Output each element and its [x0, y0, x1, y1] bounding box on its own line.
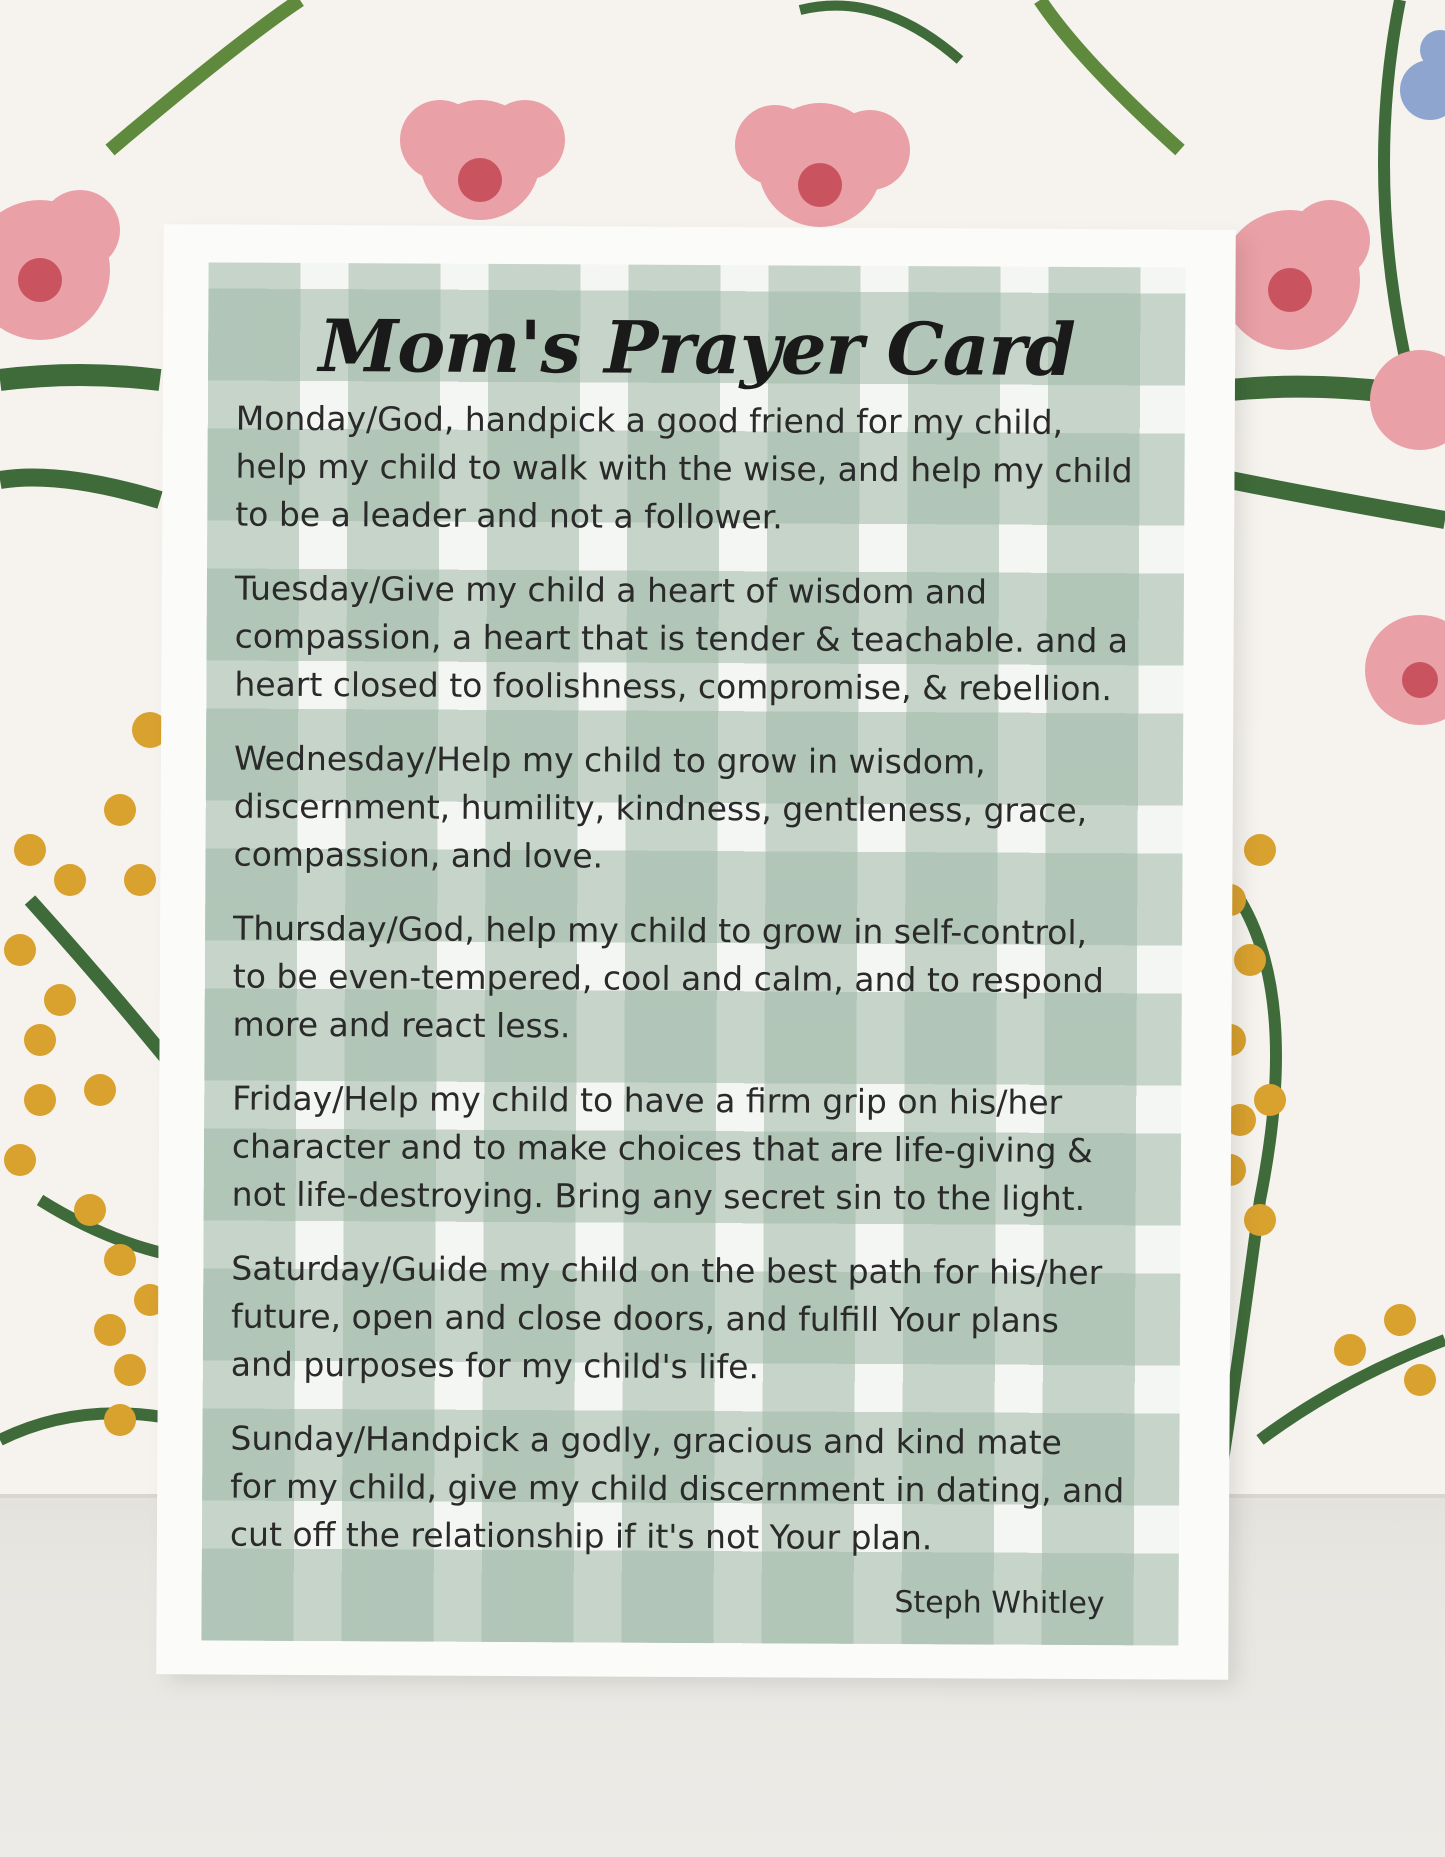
- prayer-wednesday: Wednesday/Help my child to grow in wisdom, discernment, humility, kindness, gentleness, grace, compassion, and love.: [233, 738, 1088, 876]
- prayer-card: [156, 224, 1236, 1680]
- prayer-list: [230, 395, 1166, 1590]
- prayer-tuesday: Tuesday/Give my child a heart of wisdom and compassion, a heart that is tender & teachable. and a heart closed to foolishness, compromise, & rebellion.: [234, 568, 1129, 709]
- prayer-sunday: Sunday/Handpick a godly, gracious and kind mate for my child, give my child discernment in dating, and cut off the relationship if it's not Your plan.: [229, 1418, 1125, 1558]
- card-title: Mom's Prayer Card: [318, 303, 1075, 392]
- prayer-friday: Friday/Help my child to have a firm grip on his/her character and to make choices that are life-giving & not life-destroying. Bring any secret sin to the light.: [231, 1078, 1093, 1219]
- prayer-monday: Monday/God, handpick a good friend for my child, help my child to walk with the wise, and help my child to be a leader and not a follower.: [235, 398, 1133, 537]
- prayer-saturday: Saturday/Guide my child on the best path for his/her future, open and close doors, and fulfill Your plans and purposes for my child's life.: [230, 1248, 1103, 1387]
- author-signature: Steph Whitley: [894, 1585, 1105, 1622]
- gingham-panel: [201, 262, 1185, 1645]
- prayer-thursday: Thursday/God, help my child to grow in self-control, to be even-tempered, cool and calm, and to respond more and react less.: [232, 908, 1104, 1046]
